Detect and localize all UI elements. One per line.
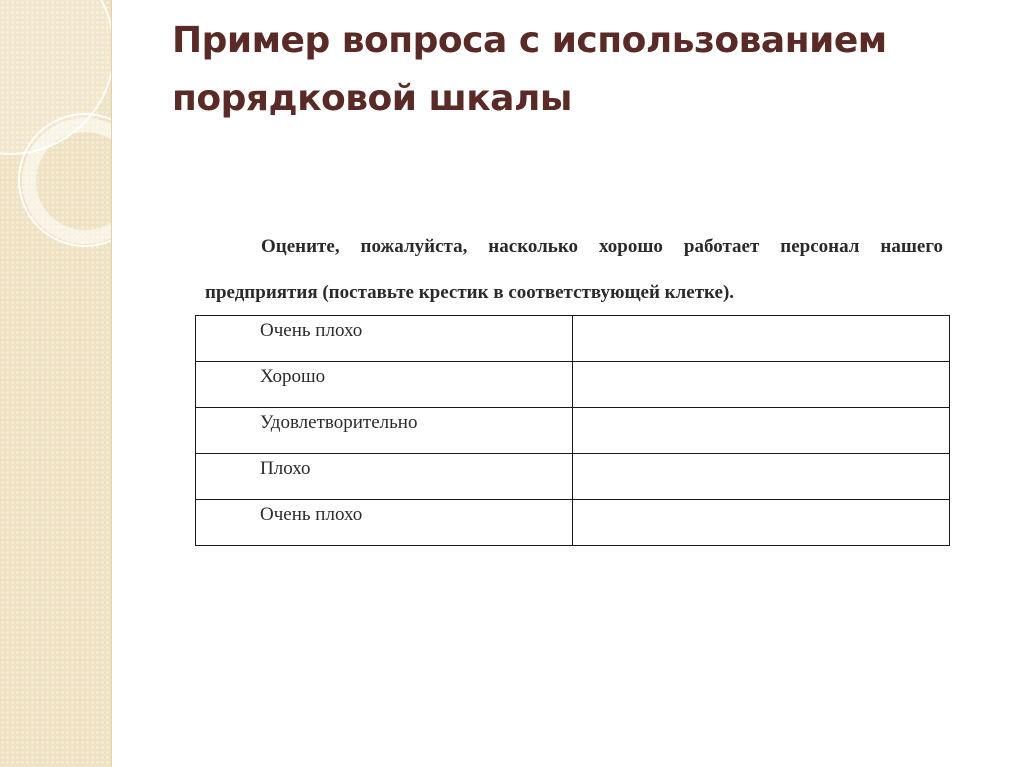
table-row <box>196 408 950 454</box>
answer-cell[interactable] <box>573 500 950 546</box>
answer-cell[interactable] <box>573 408 950 454</box>
scale-option-label: Удовлетворительно <box>196 408 573 454</box>
survey-question: Оцените, пожалуйста, насколько хорошо работает персонал нашего предприятия (поставьте крестик в соответствующей клетке). <box>205 236 943 303</box>
decorative-side-band <box>0 0 111 767</box>
scale-option-label: Плохо <box>196 454 573 500</box>
table-row <box>196 362 950 408</box>
table-row <box>196 316 950 362</box>
ordinal-scale-table <box>195 315 950 546</box>
answer-cell[interactable] <box>573 316 950 362</box>
table-row <box>196 500 950 546</box>
side-band-divider <box>111 0 112 767</box>
scale-option-label: Очень плохо <box>196 500 573 546</box>
table-row <box>196 454 950 500</box>
slide-title: Пример вопроса с использованием порядковой шкалы <box>172 20 887 119</box>
scale-option-label: Очень плохо <box>196 316 573 362</box>
answer-cell[interactable] <box>573 362 950 408</box>
scale-option-label: Хорошо <box>196 362 573 408</box>
answer-cell[interactable] <box>573 454 950 500</box>
